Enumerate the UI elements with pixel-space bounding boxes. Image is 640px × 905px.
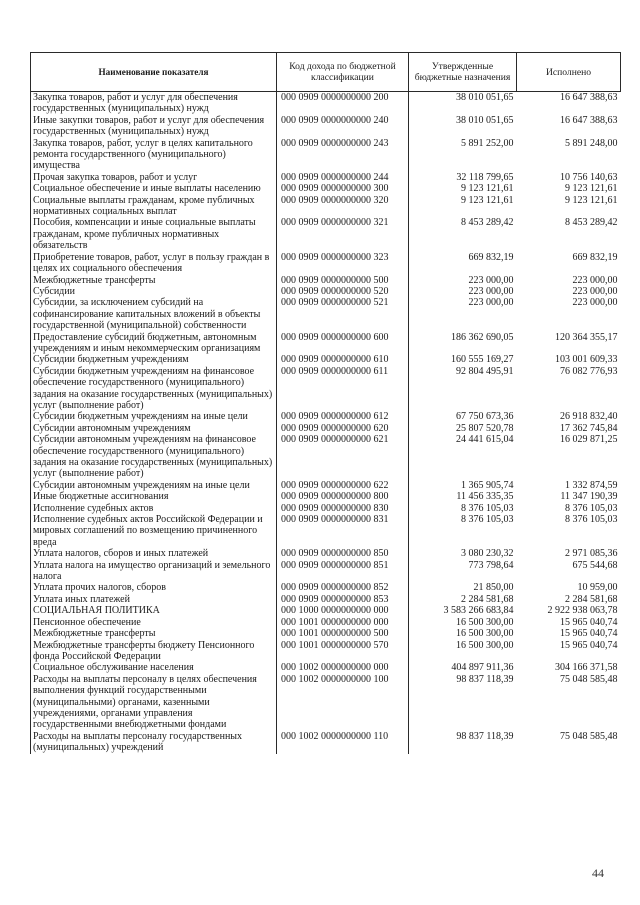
row-executed: 15 965 040,74: [560, 616, 618, 628]
table-row: [31, 217, 621, 251]
row-code: 000 0909 0000000000 243: [277, 138, 409, 172]
row-executed: 2 971 085,36: [565, 548, 618, 560]
row-approved: 32 118 799,65: [456, 171, 514, 183]
page-number: 44: [592, 866, 604, 880]
row-executed: 669 832,19: [572, 251, 618, 263]
row-name: Социальные выплаты гражданам, кроме публичных нормативных социальных выплат: [31, 195, 277, 218]
row-approved: 3 583 266 683,84: [443, 605, 514, 617]
table-row: [31, 640, 621, 663]
row-code: 000 0909 0000000000 323: [277, 252, 409, 275]
row-executed: 103 001 609,33: [555, 354, 618, 366]
row-executed: 2 922 938 063,78: [547, 605, 618, 617]
row-name: Приобретение товаров, работ, услуг в пользу граждан в целях их социального обеспечения: [31, 252, 277, 275]
table-row: [31, 366, 621, 412]
table-row: [31, 172, 621, 183]
table-row: [31, 252, 621, 275]
table-row: [31, 354, 621, 365]
row-executed: 675 544,68: [572, 559, 618, 571]
row-name: Межбюджетные трансферты: [31, 275, 277, 286]
row-executed: 1 332 874,59: [565, 479, 618, 491]
table-row: [31, 594, 621, 605]
row-approved: 404 897 911,36: [451, 662, 514, 674]
row-name: Пенсионное обеспечение: [31, 617, 277, 628]
row-approved: 160 555 169,27: [451, 354, 514, 366]
row-executed: 75 048 585,48: [560, 730, 618, 742]
row-code: 000 0909 0000000000 853: [277, 594, 409, 605]
table-row: [31, 195, 621, 218]
row-name: Межбюджетные трансферты бюджету Пенсионного фонда Российской Федерации: [31, 640, 277, 663]
row-approved: 92 804 495,91: [456, 365, 514, 377]
table-row: [31, 582, 621, 593]
row-name: Уплата налога на имущество организаций и земельного налога: [31, 560, 277, 583]
table-row: [31, 560, 621, 583]
row-code: 000 0909 0000000000 800: [277, 491, 409, 502]
row-executed: 17 362 745,84: [560, 422, 618, 434]
row-executed: 8 453 289,42: [565, 217, 618, 229]
table-row: [31, 605, 621, 616]
budget-execution-table: [30, 52, 621, 754]
row-name: Уплата прочих налогов, сборов: [31, 582, 277, 593]
row-executed: 8 376 105,03: [565, 502, 618, 514]
row-code: 000 1001 0000000000 500: [277, 628, 409, 639]
row-name: Расходы на выплаты персоналу в целях обеспечения выполнения функций государственными (муниципальными) органами, казенными учреждениями, органами управления государственными внебюджетными фондами: [31, 674, 277, 731]
row-approved: 67 750 673,36: [456, 411, 514, 423]
row-executed: 15 965 040,74: [560, 628, 618, 640]
row-executed: 9 123 121,61: [565, 194, 618, 206]
row-approved: 9 123 121,61: [461, 194, 514, 206]
table-row: [31, 332, 621, 355]
row-executed: 2 284 581,68: [565, 593, 618, 605]
row-name: Субсидии бюджетным учреждениям: [31, 354, 277, 365]
row-approved: 25 807 520,78: [456, 422, 514, 434]
row-code: 000 0909 0000000000 320: [277, 195, 409, 218]
row-executed: 76 082 776,93: [560, 365, 618, 377]
row-approved: 38 010 051,65: [456, 92, 514, 103]
row-name: Субсидии бюджетным учреждениям на иные цели: [31, 411, 277, 422]
row-executed: 304 166 371,58: [555, 662, 618, 674]
row-name: Предоставление субсидий бюджетным, автономным учреждениям и иным некоммерческим организациям: [31, 332, 277, 355]
row-code: 000 0909 0000000000 852: [277, 582, 409, 593]
row-code: 000 0909 0000000000 244: [277, 172, 409, 183]
row-code: 000 0909 0000000000 612: [277, 411, 409, 422]
table-row: [31, 674, 621, 731]
row-code: 000 0909 0000000000 521: [277, 297, 409, 331]
table-row: [31, 434, 621, 480]
row-code: 000 0909 0000000000 622: [277, 480, 409, 491]
row-code: 000 0909 0000000000 621: [277, 434, 409, 480]
row-name: Уплата налогов, сборов и иных платежей: [31, 548, 277, 559]
row-name: Субсидии автономным учреждениям: [31, 423, 277, 434]
row-code: 000 0909 0000000000 500: [277, 275, 409, 286]
row-code: 000 0909 0000000000 520: [277, 286, 409, 297]
header-executed: Исполнено: [517, 53, 621, 92]
row-name: Социальное обеспечение и иные выплаты населению: [31, 183, 277, 194]
row-executed: 16 647 388,63: [560, 114, 618, 126]
row-approved: 223 000,00: [468, 274, 514, 286]
table-row: [31, 548, 621, 559]
table-row: [31, 275, 621, 286]
row-executed: 223 000,00: [572, 285, 618, 297]
row-name: Прочая закупка товаров, работ и услуг: [31, 172, 277, 183]
table-row: [31, 514, 621, 548]
row-approved: 186 362 690,05: [451, 331, 514, 343]
row-approved: 98 837 118,39: [456, 673, 514, 685]
table-row: [31, 503, 621, 514]
header-indicator-name: Наименование показателя: [31, 53, 277, 92]
table-row: [31, 662, 621, 673]
row-code: 000 1001 0000000000 000: [277, 617, 409, 628]
row-code: 000 0909 0000000000 321: [277, 217, 409, 251]
table-row: [31, 423, 621, 434]
row-code: 000 0909 0000000000 830: [277, 503, 409, 514]
table-row: [31, 731, 621, 754]
row-name: Пособия, компенсации и иные социальные выплаты гражданам, кроме публичных нормативных обязательств: [31, 217, 277, 251]
row-executed: 223 000,00: [572, 274, 618, 286]
row-approved: 38 010 051,65: [456, 114, 514, 126]
row-executed: 75 048 585,48: [560, 673, 618, 685]
row-approved: 16 500 300,00: [456, 628, 514, 640]
row-approved: 8 376 105,03: [461, 514, 514, 526]
row-name: Социальное обслуживание населения: [31, 662, 277, 673]
row-approved: 2 284 581,68: [461, 593, 514, 605]
row-approved: 24 441 615,04: [456, 434, 514, 446]
row-code: 000 0909 0000000000 850: [277, 548, 409, 559]
row-code: 000 0909 0000000000 300: [277, 183, 409, 194]
row-name: Субсидии бюджетным учреждениям на финансовое обеспечение государственного (муниципального) задания на оказание государственных (муниципальных) услуг (выполнение работ): [31, 366, 277, 412]
table-header-row: [31, 53, 621, 92]
row-code: 000 0909 0000000000 620: [277, 423, 409, 434]
row-code: 000 1002 0000000000 000: [277, 662, 409, 673]
row-executed: 11 347 190,39: [560, 491, 618, 503]
row-approved: 98 837 118,39: [456, 730, 514, 742]
row-name: Исполнение судебных актов Российской Федерации и мировых соглашений по возмещению причиненного вреда: [31, 514, 277, 548]
row-executed: 16 029 871,25: [560, 434, 618, 446]
row-code: 000 1002 0000000000 110: [277, 731, 409, 754]
budget-execution-table-container: [30, 52, 620, 754]
table-row: [31, 491, 621, 502]
row-approved: 1 365 905,74: [461, 479, 514, 491]
row-executed: 10 959,00: [577, 582, 618, 594]
row-code: 000 1000 0000000000 000: [277, 605, 409, 616]
table-row: [31, 628, 621, 639]
row-name: Закупка товаров, работ и услуг для обеспечения государственных (муниципальных) нужд: [31, 92, 277, 115]
row-approved: 223 000,00: [468, 285, 514, 297]
row-name: Иные бюджетные ассигнования: [31, 491, 277, 502]
row-code: 000 0909 0000000000 600: [277, 332, 409, 355]
row-name: Субсидии автономным учреждениям на иные цели: [31, 480, 277, 491]
row-executed: 120 364 355,17: [555, 331, 618, 343]
row-code: 000 0909 0000000000 831: [277, 514, 409, 548]
row-code: 000 0909 0000000000 851: [277, 560, 409, 583]
row-approved: 223 000,00: [468, 297, 514, 309]
header-income-code: Код дохода по бюджетной классификации: [277, 53, 409, 92]
table-body: [31, 92, 621, 754]
row-executed: 26 918 832,40: [560, 411, 618, 423]
row-name: Субсидии: [31, 286, 277, 297]
row-approved: 8 453 289,42: [461, 217, 514, 229]
row-approved: 669 832,19: [468, 251, 514, 263]
row-executed: 16 647 388,63: [560, 92, 618, 103]
row-executed: 9 123 121,61: [565, 183, 618, 195]
row-name: Закупка товаров, работ, услуг в целях капитального ремонта государственного (муниципального) имущества: [31, 138, 277, 172]
row-approved: 9 123 121,61: [461, 183, 514, 195]
table-row: [31, 286, 621, 297]
row-name: Исполнение судебных актов: [31, 503, 277, 514]
row-name: Иные закупки товаров, работ и услуг для обеспечения государственных (муниципальных) нужд: [31, 115, 277, 138]
row-approved: 8 376 105,03: [461, 502, 514, 514]
row-approved: 16 500 300,00: [456, 616, 514, 628]
row-executed: 10 756 140,63: [560, 171, 618, 183]
row-approved: 11 456 335,35: [456, 491, 514, 503]
row-code: 000 1001 0000000000 570: [277, 640, 409, 663]
row-code: 000 0909 0000000000 240: [277, 115, 409, 138]
table-row: [31, 297, 621, 331]
row-executed: 15 965 040,74: [560, 639, 618, 651]
table-row: [31, 411, 621, 422]
row-executed: 8 376 105,03: [565, 514, 618, 526]
table-row: [31, 138, 621, 172]
header-approved: Утвержденные бюджетные назначения: [409, 53, 517, 92]
row-approved: 773 798,64: [468, 559, 514, 571]
table-row: [31, 480, 621, 491]
row-approved: 21 850,00: [473, 582, 514, 594]
row-name: Субсидии, за исключением субсидий на софинансирование капитальных вложений в объекты государственной (муниципальной) собственности: [31, 297, 277, 331]
row-approved: 3 080 230,32: [461, 548, 514, 560]
row-code: 000 0909 0000000000 611: [277, 366, 409, 412]
row-name: СОЦИАЛЬНАЯ ПОЛИТИКА: [31, 605, 277, 616]
row-approved: 5 891 252,00: [461, 137, 514, 149]
table-row: [31, 617, 621, 628]
row-code: 000 0909 0000000000 610: [277, 354, 409, 365]
row-code: 000 1002 0000000000 100: [277, 674, 409, 731]
row-executed: 223 000,00: [572, 297, 618, 309]
table-row: [31, 183, 621, 194]
row-code: 000 0909 0000000000 200: [277, 92, 409, 115]
row-name: Уплата иных платежей: [31, 594, 277, 605]
row-name: Межбюджетные трансферты: [31, 628, 277, 639]
row-executed: 5 891 248,00: [565, 137, 618, 149]
row-approved: 16 500 300,00: [456, 639, 514, 651]
table-row: [31, 115, 621, 138]
table-row: [31, 92, 621, 115]
row-name: Расходы на выплаты персоналу государственных (муниципальных) учреждений: [31, 731, 277, 754]
row-name: Субсидии автономным учреждениям на финансовое обеспечение государственного (муниципального) задания на оказание государственных (муниципальных) услуг (выполнение работ): [31, 434, 277, 480]
